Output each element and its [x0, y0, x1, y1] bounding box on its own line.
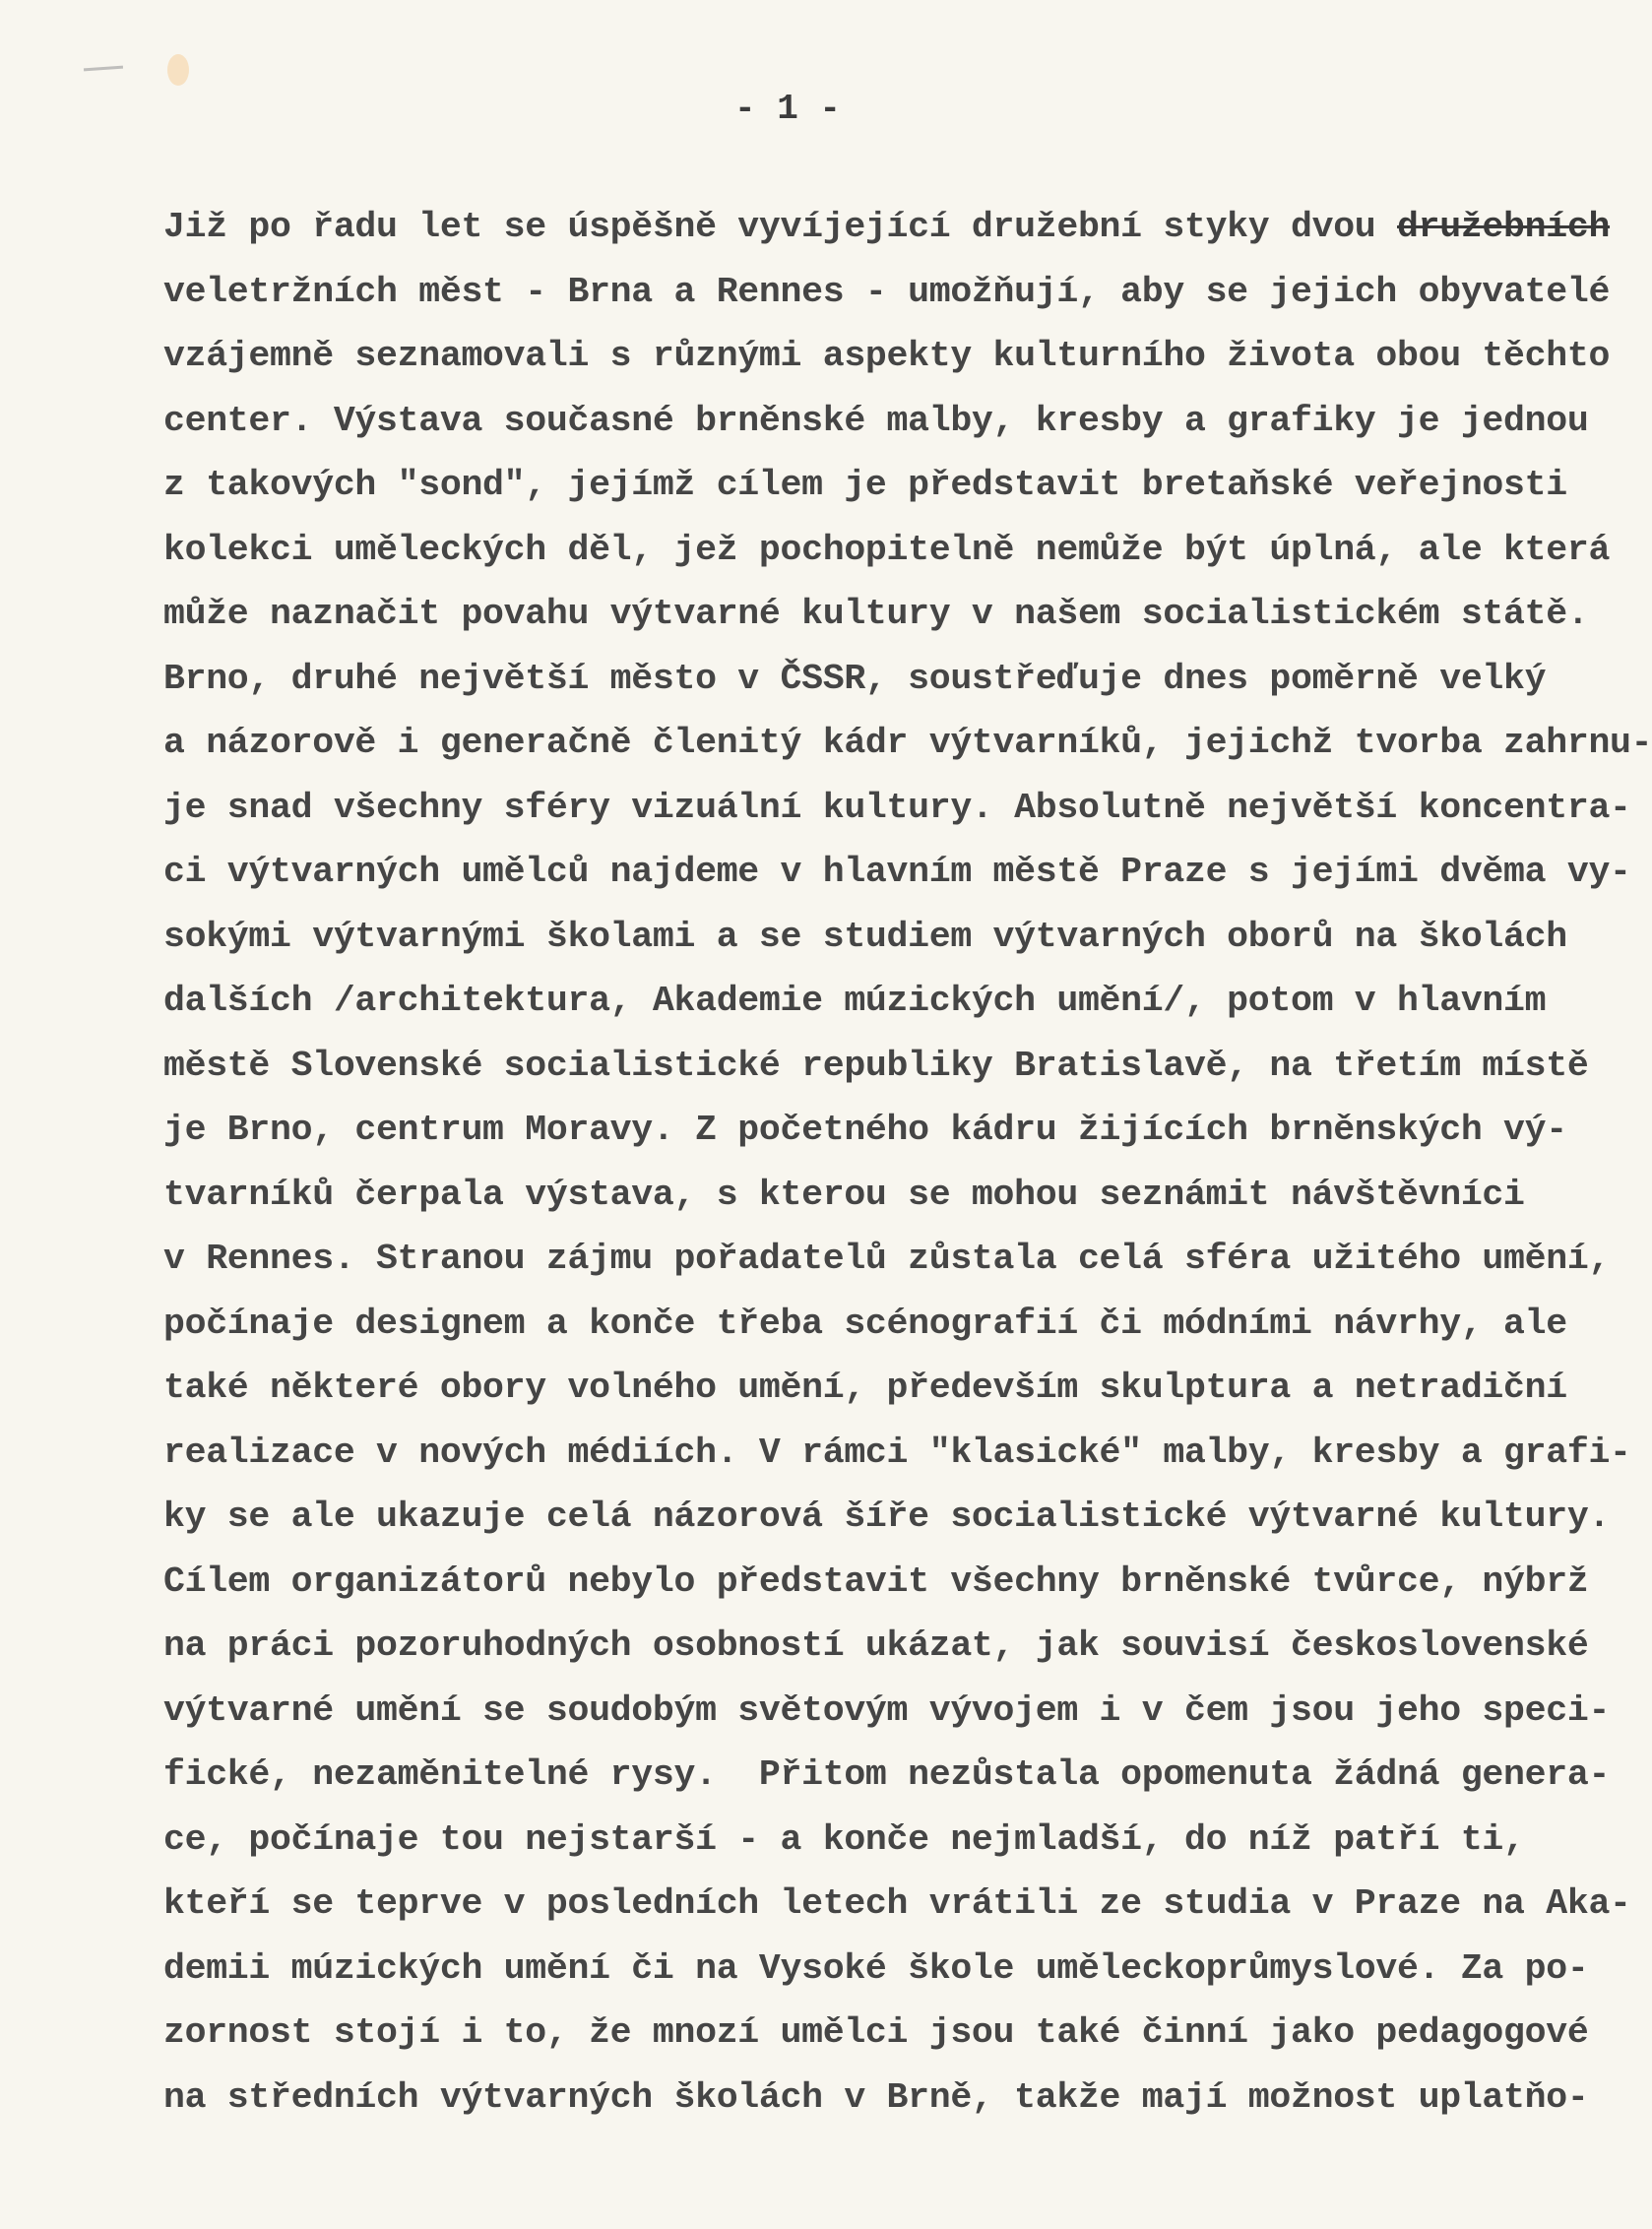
text-line: ce, počínaje tou nejstarší - a konče nejmladší, do níž patří ti,: [163, 1818, 1525, 1860]
text-line: Cílem organizátorů nebylo představit všechny brněnské tvůrce, nýbrž: [163, 1560, 1589, 1602]
text-line: Brno, druhé největší město v ČSSR, soustřeďuje dnes poměrně velký: [163, 658, 1547, 699]
text-line: sokými výtvarnými školami a se studiem výtvarných oborů na školách: [163, 916, 1567, 957]
text-line: také některé obory volného umění, především skulptura a netradiční: [163, 1368, 1567, 1408]
page-number: - 1 -: [733, 89, 842, 129]
paper-mark: [84, 66, 123, 72]
text-line: kolekci uměleckých děl, jež pochopitelně nemůže být úplná, ale která: [163, 529, 1611, 570]
text-line: je Brno, centrum Moravy. Z početného kádru žijících brněnských vý-: [163, 1110, 1567, 1150]
text-line: městě Slovenské socialistické republiky Bratislavě, na třetím místě: [163, 1045, 1589, 1086]
line-text: Již po řadu let se úspěšně vyvíjející družební styky dvou: [163, 207, 1398, 247]
text-line: kteří se teprve v posledních letech vrátili ze studia v Praze na Aka-: [163, 1883, 1631, 1924]
text-line: na středních výtvarných školách v Brně, takže mají možnost uplatňo-: [163, 2076, 1589, 2118]
paper-stain: [167, 54, 189, 86]
text-line: vzájemně seznamovali s různými aspekty kulturního života obou těchto: [163, 336, 1611, 376]
text-line: ky se ale ukazuje celá názorová šíře socialistické výtvarné kultury.: [163, 1497, 1611, 1537]
text-line: center. Výstava současné brněnské malby, kresby a grafiky je jednou: [163, 400, 1589, 441]
struck-word: družebních: [1397, 207, 1611, 247]
document-body: [163, 195, 1652, 2130]
text-line: [163, 195, 1611, 260]
text-line: tvarníků čerpala výstava, s kterou se mohou seznámit návštěvníci: [163, 1174, 1525, 1215]
text-line: výtvarné umění se soudobým světovým vývojem i v čem jsou jeho speci-: [163, 1689, 1611, 1731]
text-line: může naznačit povahu výtvarné kultury v našem socialistickém státě.: [163, 594, 1589, 634]
text-line: počínaje designem a konče třeba scénografií či módními návrhy, ale: [163, 1303, 1567, 1344]
text-line: ci výtvarných umělců najdeme v hlavním městě Praze s jejími dvěma vy-: [163, 852, 1631, 892]
text-line: dalších /architektura, Akademie múzických umění/, potom v hlavním: [163, 981, 1547, 1021]
text-line: fické, nezaměnitelné rysy. Přitom nezůstala opomenuta žádná genera-: [163, 1754, 1611, 1795]
text-line: zornost stojí i to, že mnozí umělci jsou také činní jako pedagogové: [163, 2012, 1589, 2053]
text-line: je snad všechny sféry vizuální kultury. Absolutně největší koncentra-: [163, 787, 1631, 828]
text-line: realizace v nových médiích. V rámci "klasické" malby, kresby a grafi-: [163, 1432, 1631, 1473]
text-line: a názorově i generačně členitý kádr výtvarníků, jejichž tvorba zahrnu-: [163, 723, 1652, 763]
text-line: na práci pozoruhodných osobností ukázat, jak souvisí československé: [163, 1625, 1589, 1666]
text-line: z takových "sond", jejímž cílem je představit bretaňské veřejnosti: [163, 465, 1567, 505]
text-line: v Rennes. Stranou zájmu pořadatelů zůstala celá sféra užitého umění,: [163, 1239, 1611, 1279]
text-line: veletržních měst ‑ Brna a Rennes - umožňují, aby se jejich obyvatelé: [163, 271, 1611, 312]
text-line: demii múzických umění či na Vysoké škole uměleckoprůmyslové. Za po-: [163, 1947, 1589, 1989]
